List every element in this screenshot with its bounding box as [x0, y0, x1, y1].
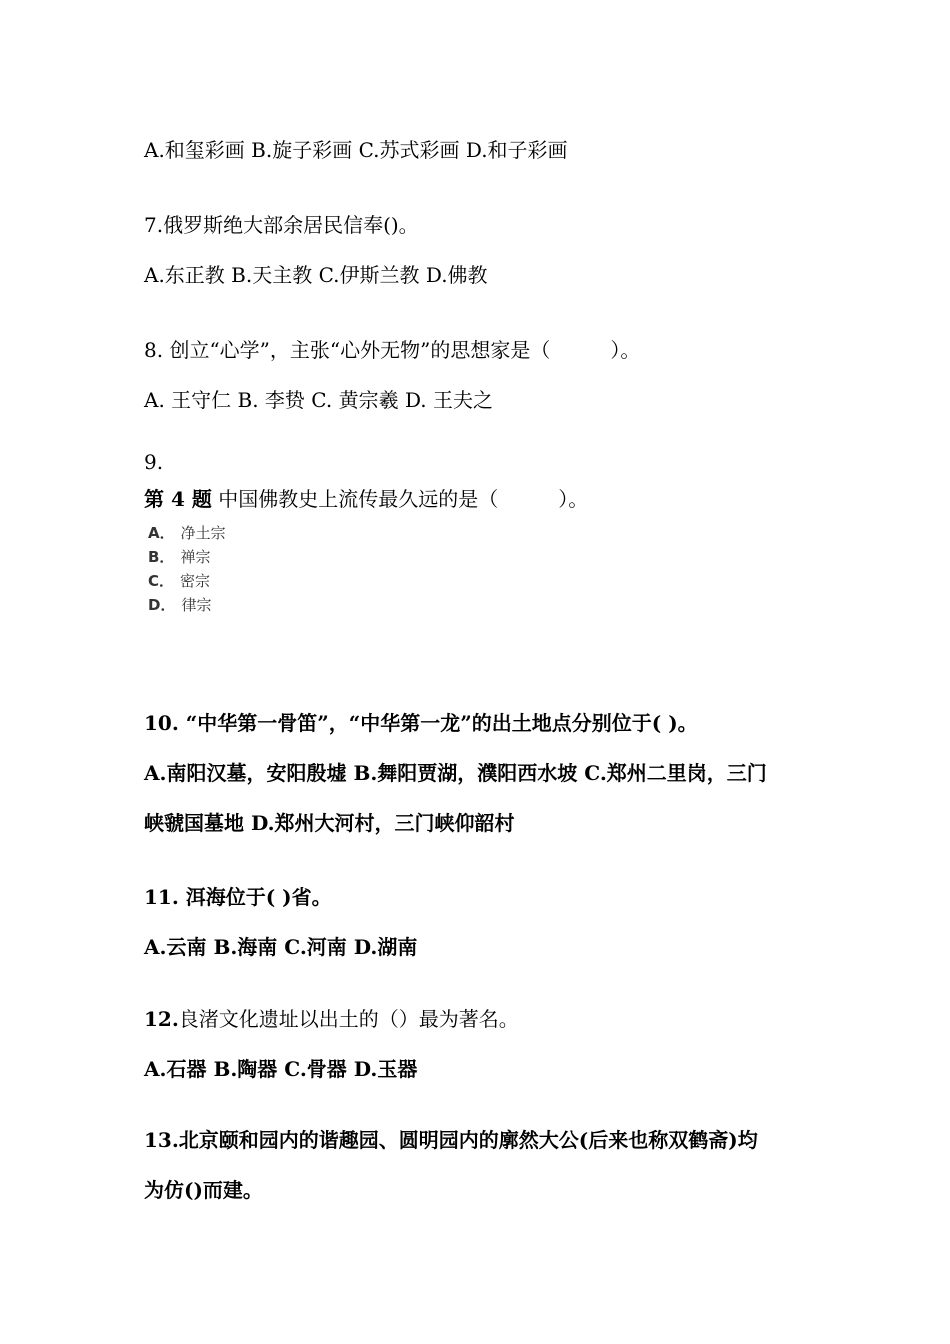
- q9-option-b-text: 禅宗: [180, 548, 211, 566]
- q7-options: A.东正教 B.天主教 C.伊斯兰教 D.佛教: [144, 263, 488, 287]
- q9-option-b: [148, 547, 210, 567]
- q7-question: 7.俄罗斯绝大部余居民信奉()。: [144, 213, 419, 237]
- q10-options-line2: 峡虢国墓地 D.郑州大河村，三门峡仰韶村: [144, 811, 515, 835]
- q9-number: 9.: [144, 450, 164, 474]
- q13-line1: 13.北京颐和园内的谐趣园、圆明园内的廓然大公(后来也称双鹤斋)均: [144, 1128, 758, 1152]
- q11-question: 11. 洱海位于( )省。: [144, 885, 332, 909]
- q12-options: A.石器 B.陶器 C.骨器 D.玉器: [144, 1057, 418, 1081]
- q9-option-c-letter: C．: [148, 572, 175, 590]
- q12-number: 12.: [144, 1007, 179, 1031]
- q9-option-d-text: 律宗: [181, 596, 212, 614]
- q8-options: A. 王守仁 B. 李贽 C. 黄宗羲 D. 王夫之: [144, 388, 493, 412]
- q12-question-line: [144, 1006, 519, 1032]
- q9-option-c-text: 密宗: [180, 572, 211, 590]
- q11-options: A.云南 B.海南 C.河南 D.湖南: [144, 935, 418, 959]
- q9-option-c: [148, 571, 210, 591]
- q9-option-d: [148, 595, 211, 615]
- q10-question: 10. “中华第一骨笛”，“中华第一龙”的出土地点分别位于( )。: [144, 711, 698, 735]
- q9-question: 中国佛教史上流传最久远的是（ ）。: [211, 487, 589, 511]
- q12-question: 良渚文化遗址以出土的（）最为著名。: [178, 1007, 519, 1031]
- q10-options-line1: A.南阳汉墓，安阳殷墟 B.舞阳贾湖，濮阳西水坡 C.郑州二里岗，三门: [144, 761, 767, 785]
- q9-option-a-text: 净土宗: [180, 524, 226, 542]
- q6-options: A.和玺彩画 B.旋子彩画 C.苏式彩画 D.和子彩画: [144, 138, 568, 162]
- q8-question: 8. 创立“心学”，主张“心外无物”的思想家是（ ）。: [144, 338, 641, 362]
- q9-prefix: 第 4 题: [144, 487, 212, 511]
- q9-option-d-letter: D．: [148, 596, 176, 614]
- q9-option-a-letter: A．: [148, 524, 175, 542]
- q9-option-a: [148, 523, 226, 543]
- q13-line2: 为仿()而建。: [144, 1178, 263, 1202]
- q9-option-b-letter: B．: [148, 548, 175, 566]
- q9-question-line: [144, 486, 588, 512]
